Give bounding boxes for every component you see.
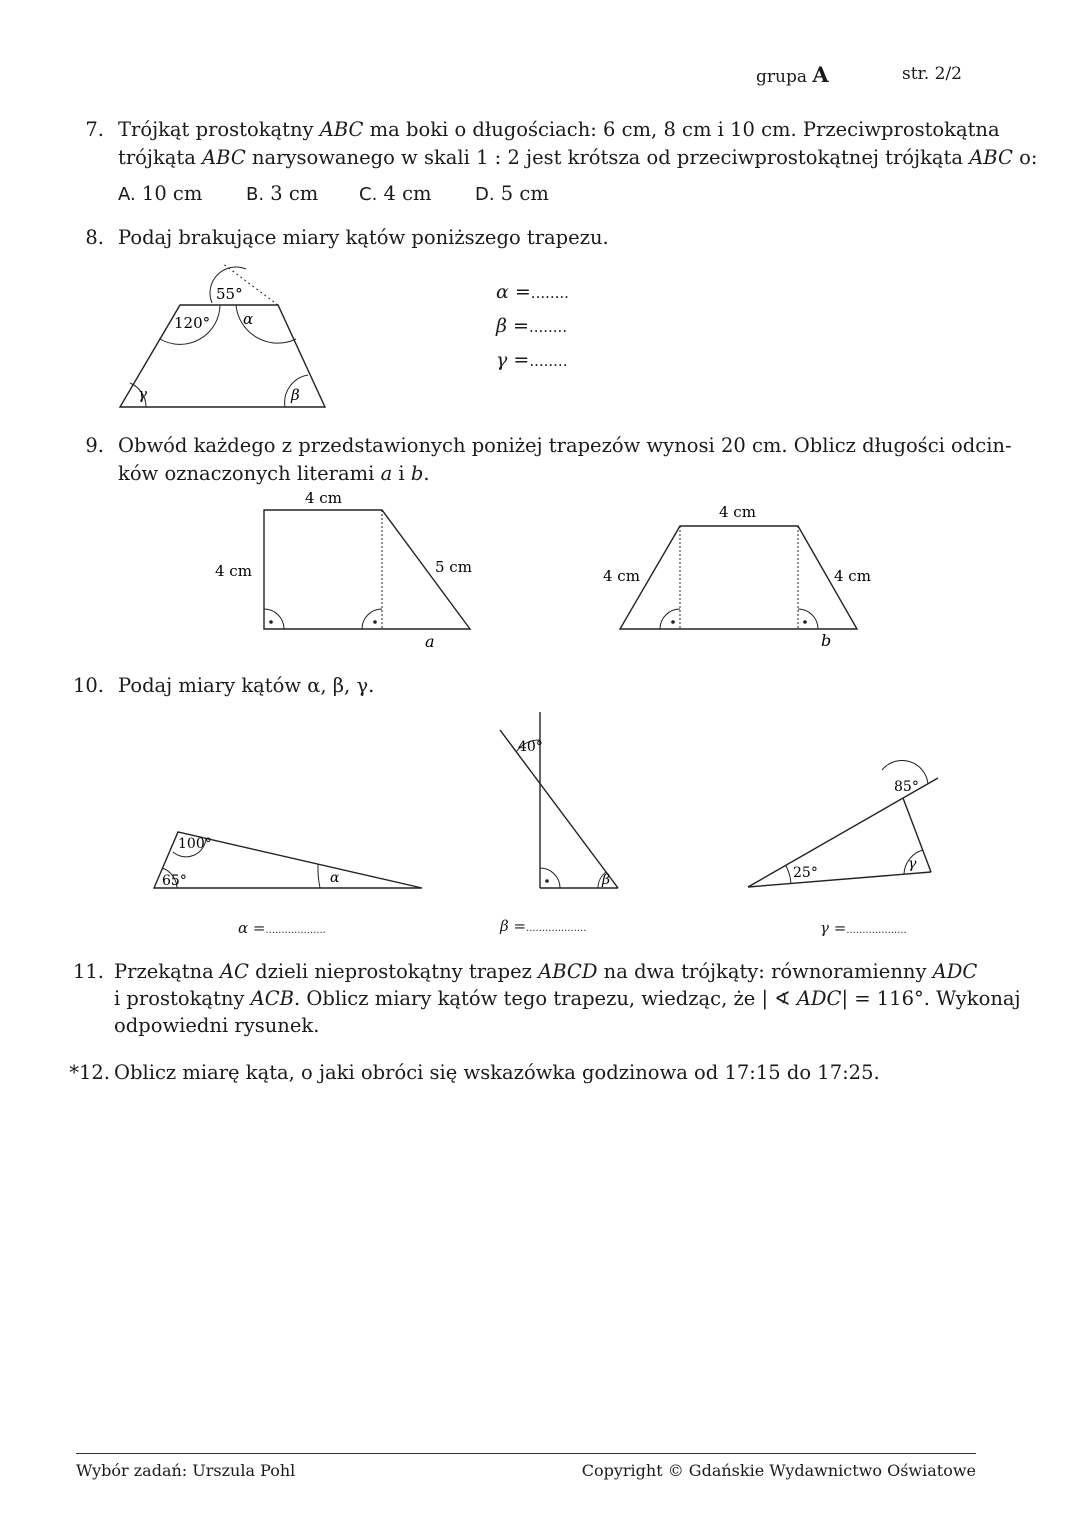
arc-alpha xyxy=(318,864,320,888)
right-angle-left xyxy=(660,609,680,629)
label-55: 55° xyxy=(216,285,243,303)
group-word: grupa xyxy=(756,67,807,87)
right-angle-2 xyxy=(362,609,382,629)
q10-figure-2 xyxy=(490,706,640,896)
answer-beta: β =........ xyxy=(496,315,568,337)
q11-line2: i prostokątny ACB. Oblicz miary kątów tego trapezu, wiedząc, że | ∢ ADC| = 116°. Wykonaj xyxy=(114,987,1021,1010)
option-c: C. 4 cm xyxy=(359,182,432,205)
arc-25 xyxy=(786,866,791,884)
footer-rule xyxy=(76,1453,976,1454)
right-angle-right xyxy=(798,609,818,629)
question-number: 10. xyxy=(72,674,104,697)
answer-alpha: α =........ xyxy=(496,281,569,303)
q7-line1: Trójkąt prostokątny ABC ma boki o długościach: 6 cm, 8 cm i 10 cm. Przeciwprostokątna xyxy=(118,118,1000,141)
q10-answer-gamma: γ =................... xyxy=(820,919,907,937)
page-number: str. 2/2 xyxy=(902,64,962,84)
q10-figure-1 xyxy=(140,820,430,900)
question-number: 8. xyxy=(85,226,104,249)
option-d: D. 5 cm xyxy=(475,182,549,205)
label-85: 85° xyxy=(894,779,919,795)
label-left: 4 cm xyxy=(603,567,640,585)
q8-answers xyxy=(496,276,569,378)
footer-left: Wybór zadań: Urszula Pohl xyxy=(76,1461,296,1480)
q8-text: Podaj brakujące miary kątów poniższego trapezu. xyxy=(118,226,609,249)
q7-line2: trójkąta ABC narysowanego w skali 1 : 2 jest krótsza od przeciwprostokątnej trójkąta ABC o: xyxy=(118,146,1038,169)
header xyxy=(756,62,829,87)
label-beta: β xyxy=(291,386,300,404)
q10-answer-alpha: α =................... xyxy=(238,919,326,937)
group-letter: A xyxy=(812,62,829,87)
label-alpha: α xyxy=(330,870,340,886)
label-gamma: γ xyxy=(908,856,917,872)
q10-answer-beta: β =................... xyxy=(500,917,587,935)
label-top: 4 cm xyxy=(305,489,342,507)
label-right: 4 cm xyxy=(834,567,871,585)
label-25: 25° xyxy=(793,865,818,881)
right-angle-1 xyxy=(264,609,284,629)
label-left: 4 cm xyxy=(215,562,252,580)
right-angle xyxy=(540,868,560,888)
q9-line2: ków oznaczonych literami a i b. xyxy=(118,462,430,485)
label-gamma: γ xyxy=(138,385,147,403)
q11-line3: odpowiedni rysunek. xyxy=(114,1014,320,1037)
label-b: b xyxy=(821,631,832,650)
label-65: 65° xyxy=(162,873,187,889)
label-slant: 5 cm xyxy=(435,558,472,576)
label-40: 40° xyxy=(518,739,543,755)
q10-text: Podaj miary kątów α, β, γ. xyxy=(118,674,375,697)
option-a: A. 10 cm xyxy=(118,182,203,205)
question-11 xyxy=(0,958,1080,1048)
question-number: 7. xyxy=(85,118,104,141)
question-number: 11. xyxy=(72,960,104,983)
label-a: a xyxy=(425,632,435,651)
label-120: 120° xyxy=(174,314,211,332)
q9-figure-1 xyxy=(200,484,490,654)
question-number: 9. xyxy=(85,434,104,457)
question-7 xyxy=(0,116,1080,216)
label-alpha: α xyxy=(243,310,254,328)
trapezoid-2-shape xyxy=(620,526,857,629)
triangle-base xyxy=(748,872,931,887)
answer-gamma: γ =........ xyxy=(496,349,568,371)
label-beta: β xyxy=(602,872,611,888)
q12-text: Oblicz miarę kąta, o jaki obróci się wskazówka godzinowa od 17:15 do 17:25. xyxy=(114,1061,880,1084)
option-b: B. 3 cm xyxy=(246,182,319,205)
label-top: 4 cm xyxy=(719,503,756,521)
q10-figure-3 xyxy=(740,760,950,895)
q8-trapezoid-figure xyxy=(100,255,360,415)
footer-right: Copyright © Gdańskie Wydawnictwo Oświatowe xyxy=(581,1461,976,1480)
question-number: *12. xyxy=(69,1061,110,1084)
q9-figure-2 xyxy=(598,498,888,658)
q11-line1: Przekątna AC dzieli nieprostokątny trapez ABCD na dwa trójkąty: równoramienny ADC xyxy=(114,960,978,983)
label-100: 100° xyxy=(178,836,212,852)
q9-line1: Obwód każdego z przedstawionych poniżej trapezów wynosi 20 cm. Oblicz długości odcin- xyxy=(118,434,1012,457)
